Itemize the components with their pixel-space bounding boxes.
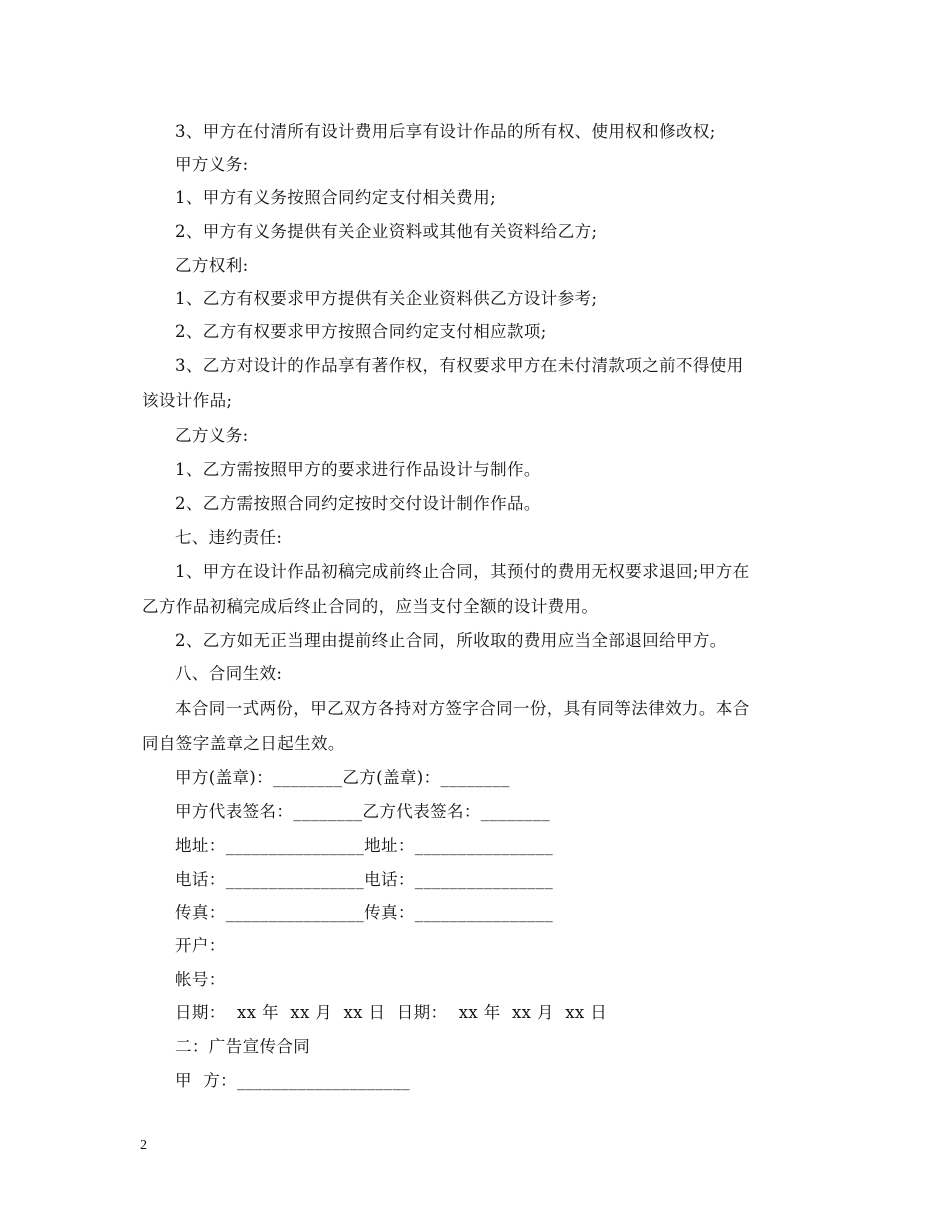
section-heading: 七、违约责任:	[175, 528, 283, 547]
text-line: 2、乙方需按照合同约定按时交付设计制作作品。	[175, 494, 541, 513]
signature-line: 甲方代表签名：________乙方代表签名：________	[175, 802, 550, 821]
section-heading: 八、合同生效:	[175, 664, 283, 683]
text-line: 2、乙方如无正当理由提前终止合同，所收取的费用应当全部退回给甲方。	[175, 631, 727, 650]
text-line: 本合同一式两份，甲乙双方各持对方签字合同一份，具有同等法律效力。本合	[175, 699, 750, 718]
bank-line: 开户：	[175, 936, 226, 955]
signature-line: 甲方(盖章)：________乙方(盖章)：________	[175, 768, 510, 787]
fax-line: 传真：________________传真：________________	[175, 903, 554, 922]
text-line: 1、甲方有义务按照合同约定支付相关费用;	[175, 188, 497, 207]
party-a-line: 甲 方：____________________	[175, 1071, 410, 1090]
date-line: 日期： xx 年 xx 月 xx 日 日期： xx 年 xx 月 xx 日	[175, 1003, 608, 1022]
address-line: 地址：________________地址：________________	[175, 836, 554, 855]
phone-line: 电话：________________电话：________________	[175, 870, 554, 889]
text-line: 1、乙方有权要求甲方提供有关企业资料供乙方设计参考;	[175, 289, 598, 308]
section-heading: 乙方权利:	[175, 256, 249, 275]
text-line: 3、甲方在付清所有设计费用后享有设计作品的所有权、使用权和修改权;	[175, 122, 716, 141]
section-heading: 甲方义务:	[175, 155, 249, 174]
text-line: 该设计作品;	[142, 391, 233, 410]
text-line: 同自签字盖章之日起生效。	[142, 734, 345, 753]
text-line: 1、乙方需按照甲方的要求进行作品设计与制作。	[175, 460, 541, 479]
section-heading: 二：广告宣传合同	[175, 1037, 311, 1056]
text-line: 1、甲方在设计作品初稿完成前终止合同，其预付的费用无权要求退回;甲方在	[175, 562, 750, 581]
text-line: 2、甲方有义务提供有关企业资料或其他有关资料给乙方;	[175, 222, 598, 241]
page-number: 2	[140, 1138, 147, 1153]
section-heading: 乙方义务:	[175, 426, 249, 445]
text-line: 2、乙方有权要求甲方按照合同约定支付相应款项;	[175, 322, 547, 341]
text-line: 3、乙方对设计的作品享有著作权，有权要求甲方在未付清款项之前不得使用	[175, 356, 744, 375]
account-line: 帐号：	[175, 970, 226, 989]
text-line: 乙方作品初稿完成后终止合同的，应当支付全额的设计费用。	[142, 597, 599, 616]
